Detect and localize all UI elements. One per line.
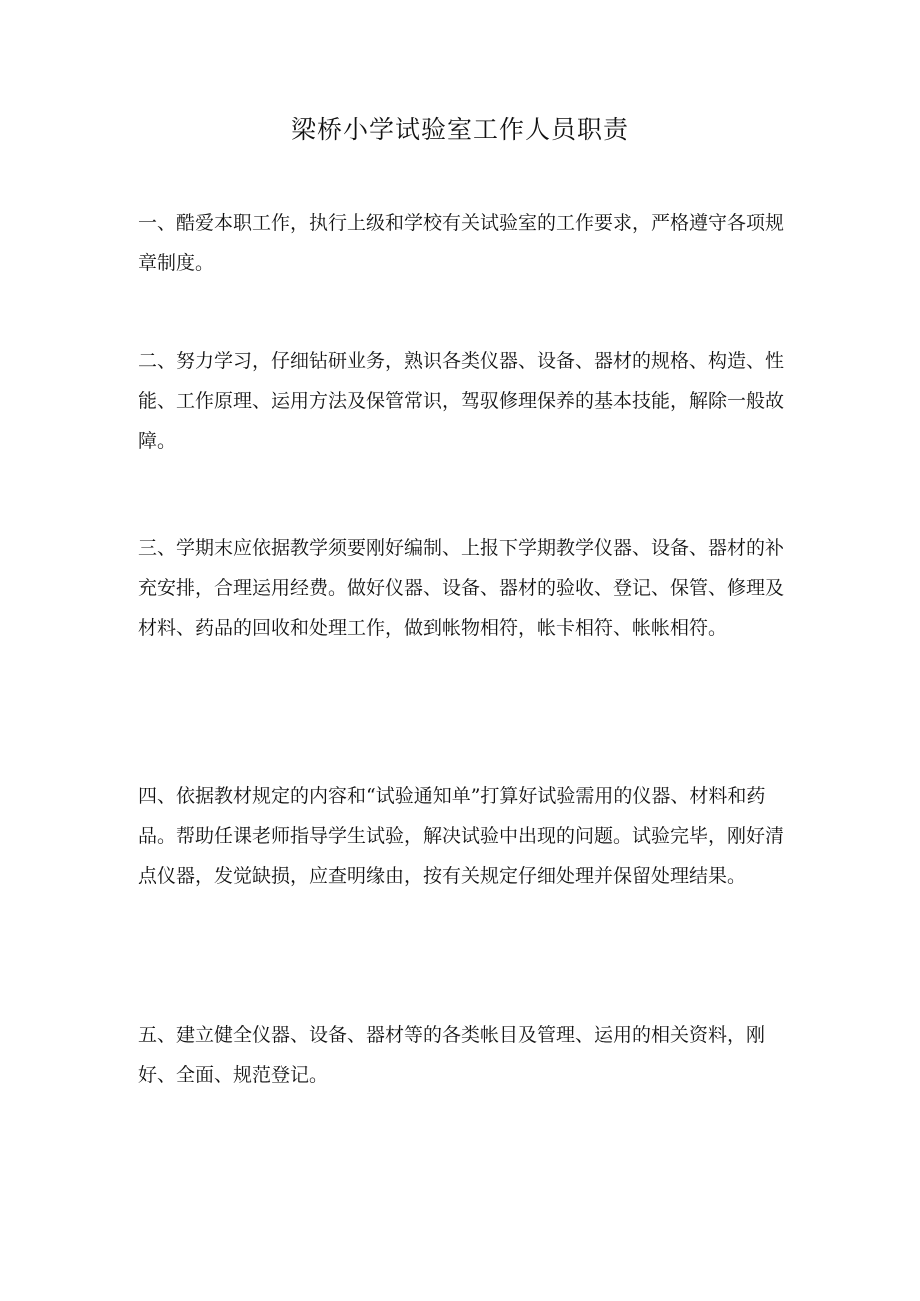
duty-paragraph-3: 三、学期末应依据教学须要刚好编制、上报下学期教学仪器、设备、器材的补充安排，合理运用经费。做好仪器、设备、器材的验收、登记、保管、修理及材料、药品的回收和处理工作，做到帐物相符，帐卡相符、帐帐相符。 [138, 537, 785, 639]
duty-paragraph-4: 四、依据教材规定的内容和“试验通知单”打算好试验需用的仪器、材料和药品。帮助任课老师指导学生试验，解决试验中出现的问题。试验完毕，刚好清点仪器，发觉缺损，应查明缘由，按有关规定仔细处理并保留处理结果。 [138, 785, 785, 887]
document-title: 梁桥小学试验室工作人员职责 [290, 115, 629, 144]
duty-paragraph-1: 一、酷爱本职工作，执行上级和学校有关试验室的工作要求，严格遵守各项规章制度。 [138, 212, 785, 274]
duty-paragraph-2: 二、努力学习，仔细钻研业务，熟识各类仪器、设备、器材的规格、构造、性能、工作原理、运用方法及保管常识，驾驭修理保养的基本技能，解除一般故障。 [138, 350, 785, 452]
duty-paragraph-5: 五、建立健全仪器、设备、器材等的各类帐目及管理、运用的相关资料，刚好、全面、规范登记。 [138, 1024, 766, 1086]
